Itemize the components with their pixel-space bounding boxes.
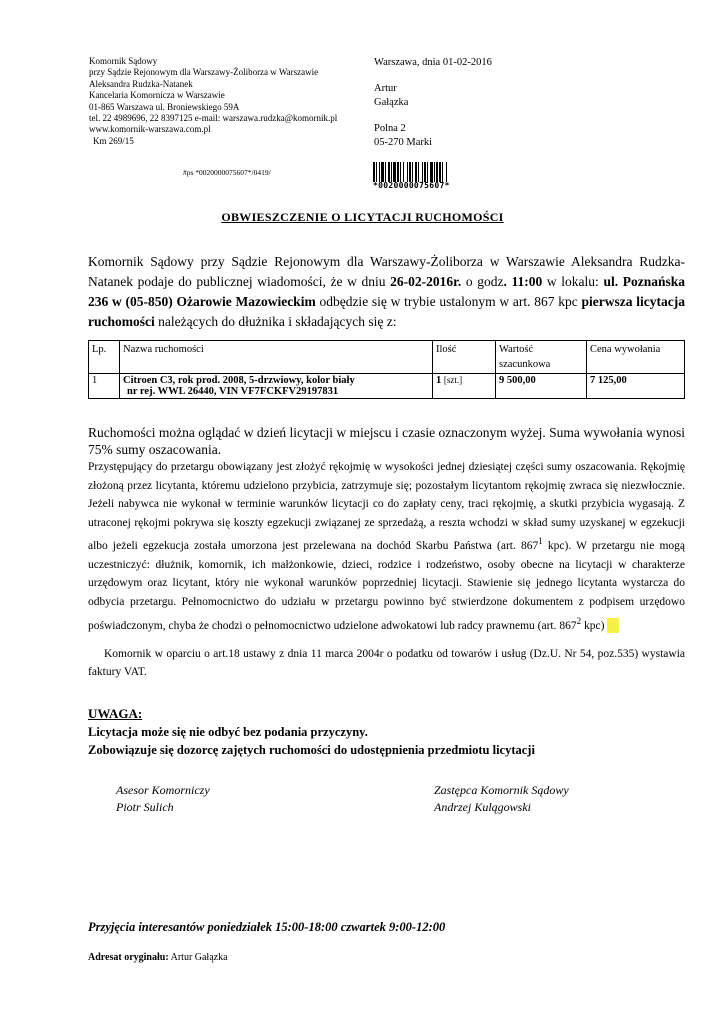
cell-value: 9 500,00: [496, 374, 587, 399]
auction-type: pierwsza licytacja ruchomości: [88, 294, 685, 329]
barcode-bar: [412, 162, 413, 182]
recipient-city: 05-270 Marki: [374, 137, 433, 148]
barcode-bar: [409, 162, 411, 182]
auction-time: . 11:00: [503, 274, 543, 289]
signature-name: Andrzej Kulągowski: [434, 800, 532, 814]
sender-line: www.komornik-warszawa.com.pl: [89, 124, 211, 135]
barcode-bar: [385, 162, 386, 182]
viewing-paragraph: Ruchomości można oglądać w dzień licytacji w miejscu i czasie oznaczonym wyżej. Suma wywołania wynosi 75% sumy oszacowania.: [88, 425, 685, 457]
items-table: [88, 340, 685, 399]
header-price: Cena wywołania: [587, 341, 685, 374]
barcode-bar: [439, 162, 441, 182]
warning-heading: UWAGA:: [88, 706, 143, 721]
item-registration: nr rej. WWL 26440, VIN VF7FCKFV29197831: [127, 386, 339, 397]
header-qty: Ilość: [433, 341, 496, 374]
sender-line: Aleksandra Rudzka-Natanek: [89, 78, 193, 89]
sender-line: 01-865 Warszawa ul. Broniewskiego 59A: [89, 101, 240, 112]
barcode-bar: [427, 162, 428, 182]
barcode-bar: [446, 162, 447, 182]
place-date: Warszawa, dnia 01-02-2016: [374, 57, 492, 68]
barcode-bar: [381, 162, 384, 182]
terms-text: kpc): [581, 619, 605, 632]
barcode-bar: [424, 162, 426, 182]
addressee-line: [88, 952, 228, 963]
table-header-row: [89, 341, 685, 374]
sender-line: Komornik Sądowy: [89, 56, 158, 66]
sender-line: tel. 22 4989696, 22 8397125 e-mail: warszawa.rudzka@komornik.pl: [89, 113, 338, 124]
terms-text: kpc). W przetargu nie mogą uczestniczyć: dłużnik, komornik, ich małżonkowie, dzieci, rodzice i rodzeństwo, osoby obecne na licytacji w charakterze urzędowym oraz licytant, który nie wykonał warunków poprzedniej licytacji. Stawienie się jednego licytanta wystarcza do odbycia przetargu. Pełnomocnictwo do udziału w przetargu powinno być stwierdzone dokumentem z podpisem urzędowo poświadczonym, chyba że chodzi o pełnomocnictwo udzielone adwokatowi lub radcy prawnemu (art. 867: [88, 540, 685, 632]
barcode-bar: [373, 162, 375, 182]
barcode-bar: [442, 162, 443, 182]
highlight-mark: [607, 618, 619, 633]
barcode-bar: [422, 162, 423, 182]
item-unit: [szt.]: [443, 375, 463, 385]
barcode-bar: [407, 162, 408, 182]
recipient-block: [374, 56, 492, 150]
barcode-bars: [373, 162, 481, 182]
barcode-bar: [376, 162, 377, 182]
signature-role: Asesor Komorniczy: [116, 783, 210, 797]
signature-role: Zastępca Komornik Sądowy: [434, 783, 569, 797]
terms-text: Przystępujący do przetargu obowiązany jest złożyć rękojmię w wysokości jednej dziesiątej części sumy oszacowania. Rękojmię złożoną przez licytanta, któremu udzielono przybicia, zatrzymuje się; pozostałym licytantom rękojmię zwraca się niezwłocznie. Jeżeli nabywca nie wykonał w terminie warunków licytacji co do zapłaty ceny, traci rękojmię, a skutki przybicia wygasają. Z utraconej rękojmi pokrywa się koszty egzekucji związanej ze sprzedażą, a reszta wchodzi w skład sumy uzyskanej w egzekucji albo jeżeli egzekucja została umorzona jest przelewana na dochód Skarbu Państwa (art. 867: [88, 461, 685, 553]
case-number: Km 269/15: [93, 135, 134, 146]
header-name: Nazwa ruchomości: [120, 341, 433, 374]
terms-paragraph: [88, 458, 685, 635]
header-value: Wartość szacunkowa: [496, 341, 587, 374]
barcode: [373, 162, 481, 192]
auction-location: ul. Poznańska 236 w (05-850) Ożarowie Mazowieckim: [88, 274, 685, 309]
sender-line: przy Sądzie Rejonowym dla Warszawy-Żoliborza w Warszawie: [89, 67, 319, 78]
barcode-bar: [436, 162, 438, 182]
intro-text: należących do dłużnika i składających się z:: [154, 314, 397, 329]
barcode-bar: [430, 162, 433, 182]
intro-text: w lokalu:: [542, 274, 604, 289]
cell-lp: 1: [89, 374, 120, 399]
cell-qty: [433, 374, 496, 399]
warning-line: Licytacja może się nie odbyć bez podania przyczyny.: [88, 725, 368, 739]
auction-date: 26-02-2016r.: [390, 274, 462, 289]
signature-left: [116, 782, 210, 816]
vat-paragraph: Komornik w oparciu o art.18 ustawy z dnia 11 marca 2004r o podatku od towarów i usług (Dz.U. Nr 54, poz.535) wystawia faktury VAT.: [88, 648, 685, 678]
table-row: [89, 374, 685, 399]
barcode-bar: [403, 162, 404, 182]
addressee-name: Artur Gałązka: [170, 952, 228, 963]
signature-right: [434, 782, 569, 816]
sender-block: [89, 56, 337, 147]
intro-text: o godz: [461, 274, 504, 289]
recipient-first-name: Artur: [374, 83, 397, 94]
recipient-last-name: Gałązka: [374, 97, 409, 108]
intro-text: odbędzie się w trybie ustalonym w art. 867 kpc: [315, 294, 582, 309]
document-title: OBWIESZCZENIE O LICYTACJI RUCHOMOŚCI: [221, 210, 504, 224]
barcode-bar: [391, 162, 392, 182]
barcode-bar: [418, 162, 419, 182]
signature-name: Piotr Sulich: [116, 800, 174, 814]
warning-line: Zobowiązuje się dozorcę zajętych ruchomości do udostępnienia przedmiotu licytacji: [88, 743, 535, 757]
warning-block: [88, 705, 535, 759]
addressee-label: Adresat oryginału:: [88, 952, 169, 963]
barcode-bar: [434, 162, 435, 182]
barcode-bar: [415, 162, 417, 182]
barcode-bar: [388, 162, 390, 182]
intro-text: Komornik Sądowy przy Sądzie Rejonowym dla Warszawy-Żoliborza w Warszawie Aleksandra Rudzka-Natanek podaje do publicznej wiadomości, że w dniu: [88, 254, 685, 289]
item-description: Citroen C3, rok prod. 2008, 5-drzwiowy, kolor biały: [123, 375, 355, 386]
article-superscript: 2: [576, 615, 582, 626]
office-hours: Przyjęcia interesantów poniedziałek 15:00-18:00 czwartek 9:00-12:00: [88, 920, 446, 934]
cell-price: 7 125,00: [587, 374, 685, 399]
barcode-bar: [379, 162, 380, 182]
barcode-text: *0020000075607*: [373, 181, 450, 190]
intro-paragraph: [88, 252, 685, 332]
barcode-bar: [397, 162, 399, 182]
item-qty: 1: [436, 375, 442, 386]
reference-code: #ps *0020000075607*/0419/: [183, 168, 271, 177]
recipient-street: Polna 2: [374, 123, 406, 134]
barcode-bar: [400, 162, 401, 182]
header-lp: Lp.: [89, 341, 120, 374]
article-superscript: 1: [538, 536, 543, 547]
cell-name: [120, 374, 433, 399]
barcode-bar: [393, 162, 396, 182]
sender-line: Kancelaria Komornicza w Warszawie: [89, 90, 225, 101]
